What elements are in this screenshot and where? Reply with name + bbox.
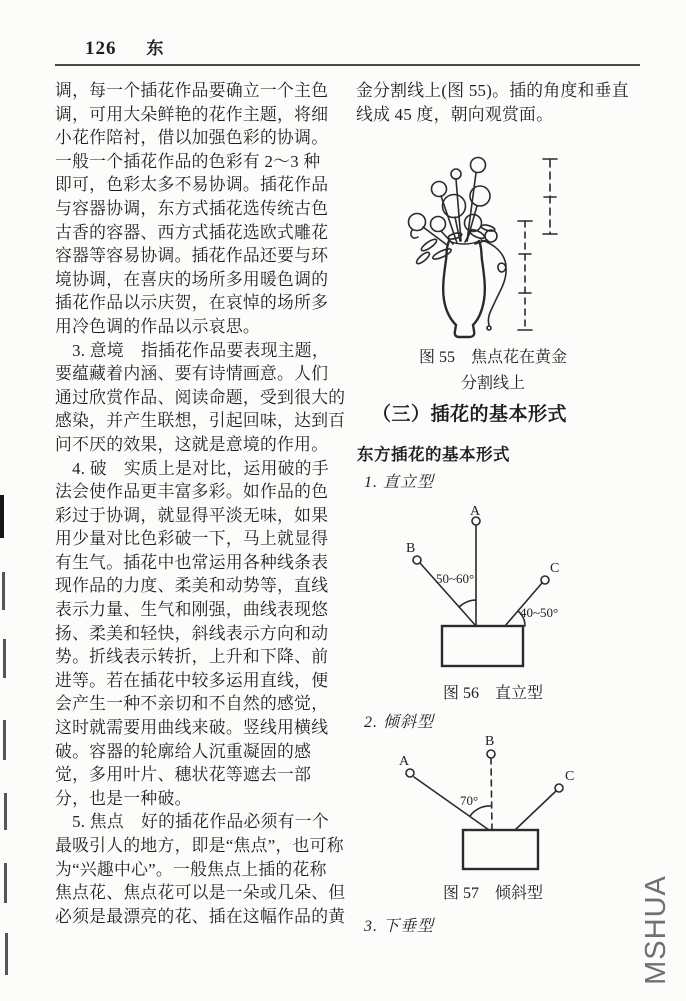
watermark: MSHUA xyxy=(640,875,672,985)
fig56-angle-right-label: 40~50° xyxy=(520,605,559,620)
fig55-golden-section-guides xyxy=(518,159,557,330)
text-line: 用少量对比色彩破一下，马上就显得 xyxy=(55,529,329,549)
running-head xyxy=(85,34,165,60)
list-item-upright: 1. 直立型 xyxy=(364,474,435,491)
fig55-caption-line2: 分割线上 xyxy=(460,375,525,392)
header-rule xyxy=(55,64,640,66)
fig57-label-b: B xyxy=(485,734,495,749)
text-line: 小花作陪衬，借以加强色彩的协调。 xyxy=(55,128,329,148)
scan-artifact xyxy=(3,639,6,678)
text-line: 法会使作品更丰富多彩。如作品的色 xyxy=(55,482,329,502)
list-item-slanting: 2. 倾斜型 xyxy=(364,714,435,731)
text-line: 插花作品以示庆贺，在哀悼的场所多 xyxy=(55,293,329,313)
fig56-angle-arc-left xyxy=(459,600,476,607)
right-text-column xyxy=(356,79,652,126)
fig57-label-c: C xyxy=(565,769,575,784)
text-line: 问不厌的效果，这就是意境的作用。 xyxy=(55,434,329,454)
text-line: 通过欣赏作品、阅读命题，受到很大的 xyxy=(55,387,346,407)
scan-artifact xyxy=(5,933,8,975)
text-line: 最吸引人的地方，即是“焦点”，也可称 xyxy=(55,836,344,855)
text-line: 5. 焦点 好的插花作品必须有一个 xyxy=(55,812,329,832)
text-line: 破。容器的轮廓给人沉重凝固的感 xyxy=(55,741,312,761)
text-line: 要蕴藏着内涵、要有诗情画意。人们 xyxy=(55,364,329,384)
text-line: 觉，多用叶片、穗状花等遮去一部 xyxy=(55,765,312,785)
text-line: 分，也是一种破。 xyxy=(55,788,192,808)
fig56-label-a: A xyxy=(470,504,481,519)
fig57-branch-c xyxy=(515,791,556,830)
fig57-slanting-diagram xyxy=(360,732,660,884)
text-line: 即可，色彩太多不易协调。插花作品 xyxy=(55,175,329,195)
text-line: 感染，并产生联想，引起回味，达到百 xyxy=(55,411,346,431)
fig56-upright-diagram xyxy=(360,503,660,681)
fig57-caption: 图 57 倾斜型 xyxy=(442,885,543,902)
list-item-drooping: 3. 下垂型 xyxy=(364,918,435,935)
text-line: 调，可用大朵鲜艳的花作主题，将细 xyxy=(55,104,329,124)
fig56-label-c: C xyxy=(550,561,560,576)
text-line: 与容器协调，东方式插花选传统古色 xyxy=(55,198,329,218)
scan-artifact xyxy=(4,863,7,903)
text-line: 为“兴趣中心”。一般焦点上插的花称 xyxy=(55,859,327,879)
fig55-caption xyxy=(363,345,623,397)
fig56-label-b: B xyxy=(406,541,416,556)
text-line: 3. 意境 指插花作品要表现主题， xyxy=(55,340,329,360)
fig57-label-a: A xyxy=(399,754,410,769)
text-line: 进等。若在插花中较多运用直线，便 xyxy=(55,670,329,690)
text-line: 会产生一种不亲切和不自然的感觉， xyxy=(55,694,329,714)
text-line: 表示力量、生气和刚强，曲线表现悠 xyxy=(55,600,329,620)
fig57-container xyxy=(463,830,538,869)
text-line: 金分割线上(图 55)。插的角度和垂直 xyxy=(356,81,629,100)
text-line: 一般一个插花作品的色彩有 2～3 种 xyxy=(55,151,321,171)
fig56-container xyxy=(442,626,523,666)
scan-artifact xyxy=(0,495,4,538)
text-line: 焦点花、焦点花可以是一朵或几朵、但 xyxy=(55,883,346,903)
page-number: 126 xyxy=(85,38,117,59)
text-line: 彩过于协调，就显得平淡无味，如果 xyxy=(55,505,329,525)
fig57-angle-label: 70° xyxy=(460,793,479,808)
text-line: 线成 45 度，朝向观赏面。 xyxy=(356,104,554,124)
text-line: 有生气。插花中也常运用各种线条表 xyxy=(55,552,329,572)
text-line: 4. 破 实质上是对比，运用破的手 xyxy=(55,458,329,478)
text-line: 容器等容易协调。插花作品还要与环 xyxy=(55,246,329,266)
fig55-vase-illustration xyxy=(385,148,625,343)
text-line: 古香的容器、西方式插花选欧式雕花 xyxy=(55,222,329,242)
text-line: 用冷色调的作品以示哀思。 xyxy=(55,316,260,336)
text-line: 势。折线表示转折，上升和下降、前 xyxy=(55,647,329,667)
scan-artifact xyxy=(2,572,5,610)
fig55-vase xyxy=(443,241,485,337)
scan-artifact xyxy=(4,793,7,830)
fig55-caption-line1: 图 55 焦点花在黄金 xyxy=(418,349,567,366)
text-line: 这时就需要用曲线来破。竖线用横线 xyxy=(55,718,329,738)
text-line: 现作品的力度、柔美和动势等，直线 xyxy=(55,576,329,596)
left-text-column xyxy=(55,79,351,928)
fig56-caption: 图 56 直立型 xyxy=(442,685,543,702)
page-header-char: 东 xyxy=(146,39,165,58)
text-line: 必须是最漂亮的花、插在这幅作品的黄 xyxy=(55,906,346,926)
scan-artifact xyxy=(3,720,6,760)
fig56-angle-left-label: 50~60° xyxy=(436,571,475,586)
text-line: 扬、柔美和轻快，斜线表示方向和动 xyxy=(55,623,329,643)
subsection-heading: 东方插花的基本形式 xyxy=(357,445,510,464)
fig57-branch-b xyxy=(491,759,492,830)
text-line: 调，每一个插花作品要确立一个主色 xyxy=(55,81,329,100)
text-line: 境协调，在喜庆的场所多用暖色调的 xyxy=(55,269,329,289)
section-heading: （三）插花的基本形式 xyxy=(372,404,568,425)
